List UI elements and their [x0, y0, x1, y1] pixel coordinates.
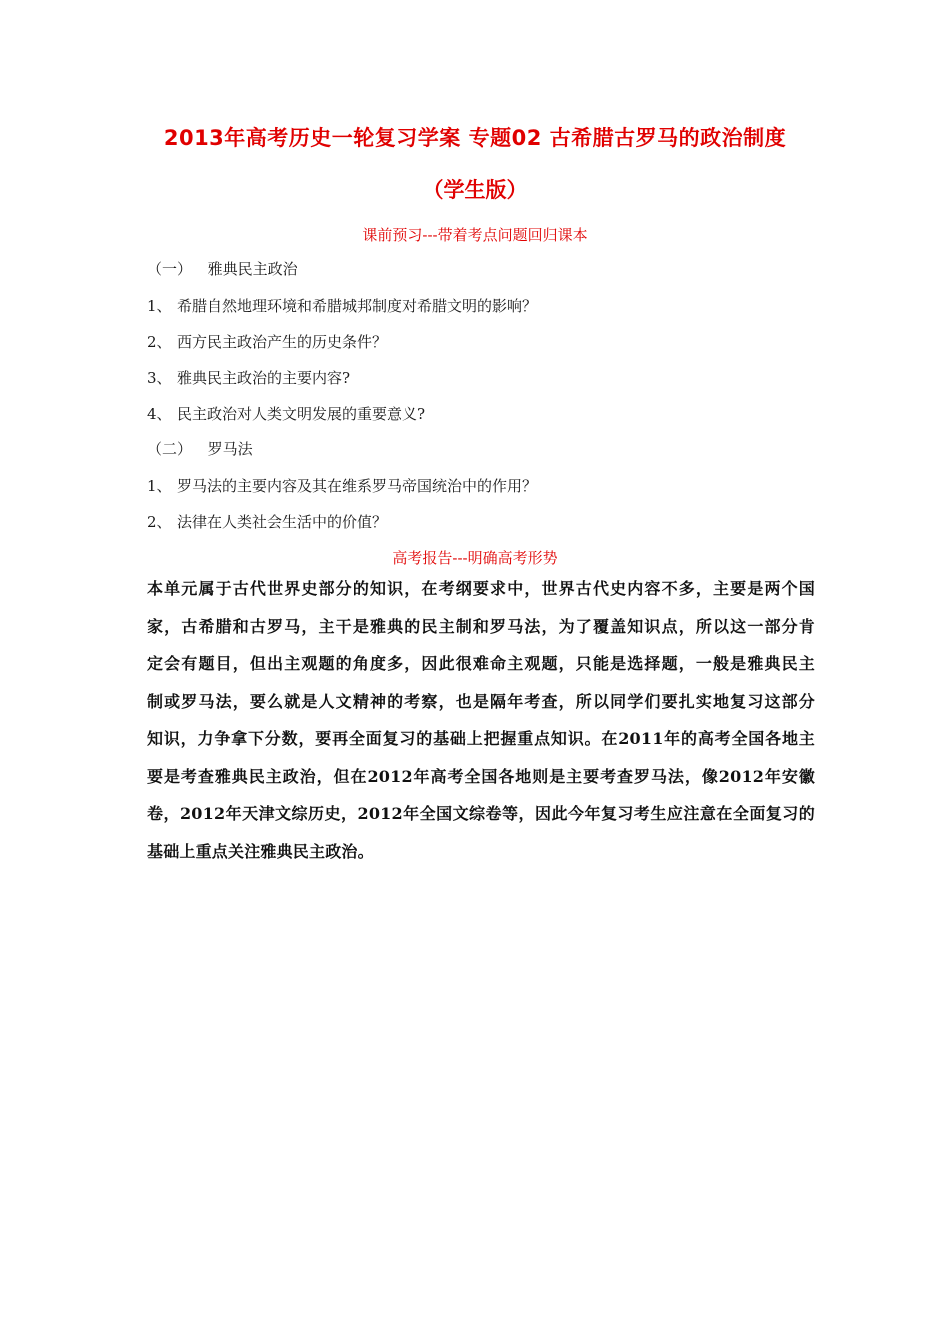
part1-heading	[147, 258, 298, 279]
question-text: 法律在人类社会生活中的价值？	[177, 513, 388, 531]
report-line: 本单元属于古代世界史部分的知识，在考纲要求中，世界古代史内容不多，主要是两个国	[147, 579, 815, 598]
report-line: 基础上重点关注雅典民主政治。	[147, 841, 374, 861]
question-text: 民主政治对人类文明发展的重要意义?	[177, 405, 426, 423]
question-item	[147, 367, 350, 388]
report-paragraph	[147, 570, 815, 870]
question-text: 希腊自然地理环境和希腊城邦制度对希腊文明的影响？	[177, 297, 538, 315]
report-line: 卷，2012年天津文综历史，2012年全国文综卷等，因此今年复习考生应注意在全面复习的	[147, 804, 815, 823]
question-number: 4、	[147, 405, 172, 423]
question-number: 2、	[147, 513, 172, 531]
report-section-heading: 高考报告---明确高考形势	[392, 549, 558, 567]
document-subtitle: （学生版）	[422, 178, 528, 202]
part2-label: （二）	[147, 440, 193, 458]
question-number: 3、	[147, 369, 172, 387]
question-item	[147, 403, 425, 424]
report-line: 家，古希腊和古罗马，主干是雅典的民主制和罗马法，为了覆盖知识点，所以这一部分肯	[147, 616, 815, 636]
question-item	[147, 511, 387, 532]
part1-title: 雅典民主政治	[207, 260, 298, 278]
report-line: 定会有题目，但出主观题的角度多，因此很难命主观题，只能是选择题，一般是雅典民主	[147, 654, 815, 673]
question-item	[147, 331, 387, 352]
part2-title: 罗马法	[207, 440, 253, 458]
question-number: 1、	[147, 477, 172, 495]
question-item	[147, 295, 537, 316]
question-number: 1、	[147, 297, 172, 315]
part1-label: （一）	[147, 260, 193, 278]
report-line: 知识，力争拿下分数，要再全面复习的基础上把握重点知识。在2011年的高考全国各地主	[147, 729, 815, 748]
preview-section-heading: 课前预习---带着考点问题回归课本	[362, 226, 588, 244]
report-line: 制或罗马法，要么就是人文精神的考察，也是隔年考查，所以同学们要扎实地复习这部分	[147, 691, 815, 711]
document-title: 2013年高考历史一轮复习学案 专题02 古希腊古罗马的政治制度	[163, 126, 787, 150]
question-text: 罗马法的主要内容及其在维系罗马帝国统治中的作用？	[177, 477, 538, 495]
question-item	[147, 475, 537, 496]
part2-heading	[147, 438, 253, 459]
question-text: 西方民主政治产生的历史条件？	[177, 333, 388, 351]
question-number: 2、	[147, 333, 172, 351]
question-text: 雅典民主政治的主要内容?	[177, 369, 351, 387]
report-line: 要是考查雅典民主政治，但在2012年高考全国各地则是主要考查罗马法，像2012年安徽	[147, 766, 815, 786]
